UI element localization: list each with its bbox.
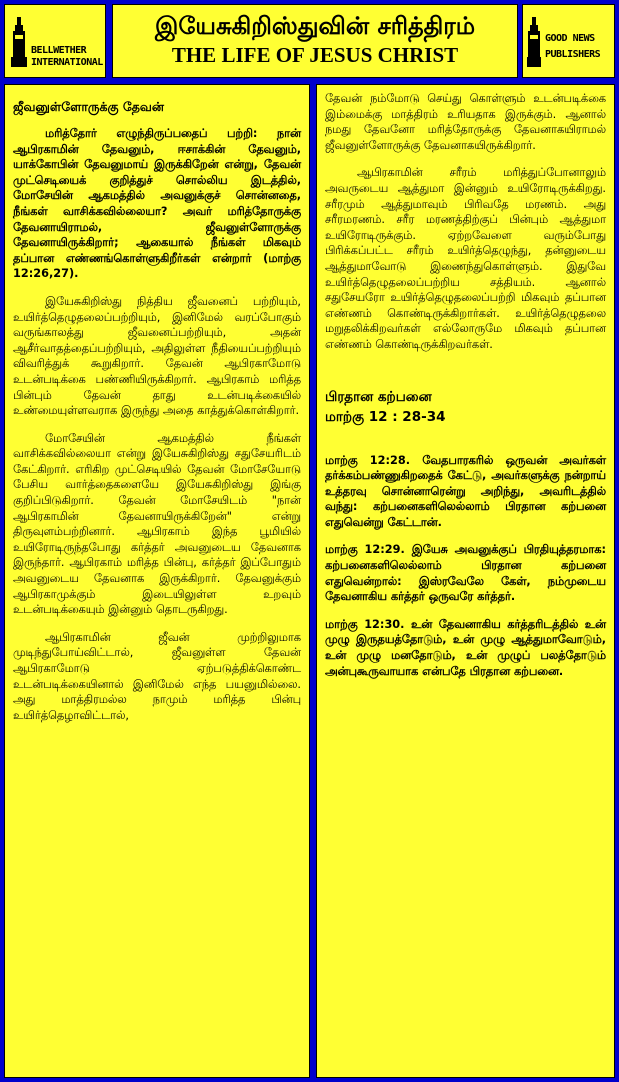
left-logo-line1: BELLWETHER [31, 45, 87, 56]
subsection-title: பிரதான கற்பனை [325, 388, 432, 405]
verse-12-29: மாற்கு 12:29. இயேசு அவனுக்குப் பிரதியுத்தரமாக: கற்பனைகளிலெல்லாம் பிரதான கற்பனை எதுவென்றால்: இஸ்ரவேலே கேள், நம்முடைய தேவனாகிய கர்த்தர் ஒருவரே கர்த்தர். [325, 543, 606, 604]
left-paragraph-2: மோசேயின் ஆகமத்தில் நீங்கள் வாசிக்கவில்லையா என்று இயேசுகிறிஸ்து சதுசேயரிடம் கேட்கிறார். எரிகிற முட்செடியில் தேவன் மோசேயோடு பேசிய வார்த்தைகளையே இயேசுகிறிஸ்து இங்கு குறிப்பிடுகிறார். தேவன் மோசேயிடம் "நான் ஆபிரகாமின் தேவனாயிருக்கிறேன்" என்று திருவுளம்பற்றினார். ஆபிரகாம் இந்த பூமியில் உயிரோடிருந்தபோது கர்த்தர் அவனுடைய தேவனாக இருந்தார். ஆபிரகாம் மரித்த பின்பு, கர்த்தர் இப்போதும் அவனுடைய தேவனாக இருக்கிறார். தேவனுக்கும் ஆபிரகாமுக்கும் இடையிலுள்ள உறவும் உடன்படிக்கையும் இன்னும் தொடருகிறது. [13, 431, 301, 617]
bellwether-logo [11, 13, 103, 71]
bellwether-lamp-icon [11, 17, 27, 67]
left-logo-line2: INTERNATIONAL [31, 57, 103, 68]
right-logo-line1: GOOD NEWS [545, 33, 595, 44]
right-logo-panel [522, 4, 615, 78]
section-heading: ஜீவனுள்ளோருக்கு தேவன் [13, 99, 164, 114]
right-logo-line2: PUBLISHERS [545, 49, 601, 60]
page-title-tamil: இயேசுகிறிஸ்துவின் சரித்திரம் [154, 12, 476, 40]
verse-12-30: மாற்கு 12:30. உன் தேவனாகிய கர்த்தரிடத்தில் உன் முழு இருதயத்தோடும், உன் முழு ஆத்துமாவோடும், உன் முழு மனதோடும், உன் முழுப் பலத்தோடும் அன்புகூருவாயாக என்பதே பிரதான கற்பனை. [325, 617, 606, 678]
good-news-lamp-icon [527, 17, 541, 67]
left-column [4, 84, 310, 1078]
right-paragraph-2: ஆபிரகாமின் சரீரம் மரித்துப்போனாலும் அவருடைய ஆத்துமா இன்னும் உயிரோடிருக்கிறது. சரீரமும் ஆத்துமாவும் பிரிவதே மரணம். அது சரீரமரணம். சரீர மரணத்திற்குப் பின்பும் ஆத்துமா உயிரோடிருக்கும். ஏற்றவேளை வரும்போது பிரிக்கப்பட்ட சரீரம் உயிர்த்தெழுந்து, தன்னுடைய ஆத்துமாவோடு இணைந்துகொள்ளும். இதுவே உயிர்த்தெழுதலைப்பற்றிய சத்தியம். ஆனால் சதுசேயரோ உயிர்த்தெழுதலைப்பற்றி மிகவும் தப்பான எண்ணம் கொண்டிருக்கிறார்கள். உயிர்த்தெழுதலை மறுதலிக்கிறவர்கள் எல்லோருமே மிகவும் தப்பான எண்ணம் கொண்டிருக்கிறவர்கள். [325, 166, 606, 351]
left-paragraph-1: இயேசுகிறிஸ்து நித்திய ஜீவனைப் பற்றியும், உயிர்த்தெழுதலைப்பற்றியும், இனிமேல் வரப்போகும் வருங்காலத்து ஜீவனைப்பற்றியும், அதன் ஆசீர்வாதத்தைப்பற்றியும், அதிலுள்ள நீதியைப்பற்றியும் விவரித்துக் கூறுகிறார். தேவன் ஆபிரகாமோடு உடன்படிக்கை பண்ணியிருக்கிறார். ஆபிரகாம் மரித்த பின்பும் தேவன் தாது உடன்படிக்கையில் உண்மையுள்ளவராக இருந்து அதை காத்துக்கொள்கிறார். [13, 294, 301, 418]
left-paragraph-3: ஆபிரகாமின் ஜீவன் முற்றிலுமாக முடிந்துபோய்விட்டால், ஜீவனுள்ள தேவன் ஆபிரகாமோடு ஏற்படுத்திக்கொண்ட உடன்படிக்கையினால் இனிமேல் எந்த பயனுமில்லை. அது மாத்திரமல்ல நாமும் மரித்த பின்பு உயிர்த்தெழாவிட்டால், [13, 630, 301, 722]
good-news-logo [527, 13, 613, 71]
page-title-english: THE LIFE OF JESUS CHRIST [171, 43, 459, 67]
right-paragraph-1: தேவன் நம்மோடு செய்து கொள்ளும் உடன்படிக்கை இம்மைக்கு மாத்திரம் உரியதாக இருக்கும். ஆனால் நமது தேவனோ மரித்தோருக்கு தேவனாகயிராமல் ஜீவனுள்ளோருக்கு தேவனாகயிருக்கிறார். [325, 92, 606, 152]
verse-12-28: மாற்கு 12:28. வேதபாரகரில் ஒருவன் அவர்கள் தர்க்கம்பண்ணுகிறதைக் கேட்டு, அவர்களுக்கு நன்றாய் உத்தரவு சொன்னாரென்று அறிந்து, அவரிடத்தில் வந்து: கற்பனைகளிலெல்லாம் பிரதான கற்பனை எதுவென்று கேட்டான். [325, 453, 606, 529]
subsection-heading [325, 387, 606, 427]
subsection-reference: மாற்கு 12 : 28-34 [325, 408, 446, 425]
left-logo-panel [4, 4, 106, 78]
right-column [316, 84, 615, 1078]
title-panel [112, 4, 518, 78]
scripture-quote: மரித்தோர் எழுந்திருப்பதைப் பற்றி: நான் ஆபிரகாமின் தேவனும், ஈசாக்கின் தேவனும், யாக்கோபின் தேவனுமாய் இருக்கிறேன் என்று, தேவன் முட்செடியைக் குறித்துச் சொல்லிய இடத்தில், மோசேயின் ஆகமத்தில் அவனுக்குச் சொன்னதை, நீங்கள் வாசிக்கவில்லையா? அவர் மரித்தோருக்கு தேவனாயிராமல், ஜீவனுள்ளோருக்கு தேவனாயிருக்கிறார்; ஆகையால் நீங்கள் மிகவும் தப்பான எண்ணங்கொள்ளுகிறீர்கள் என்றார் (மாற்கு 12:26,27). [13, 127, 301, 281]
